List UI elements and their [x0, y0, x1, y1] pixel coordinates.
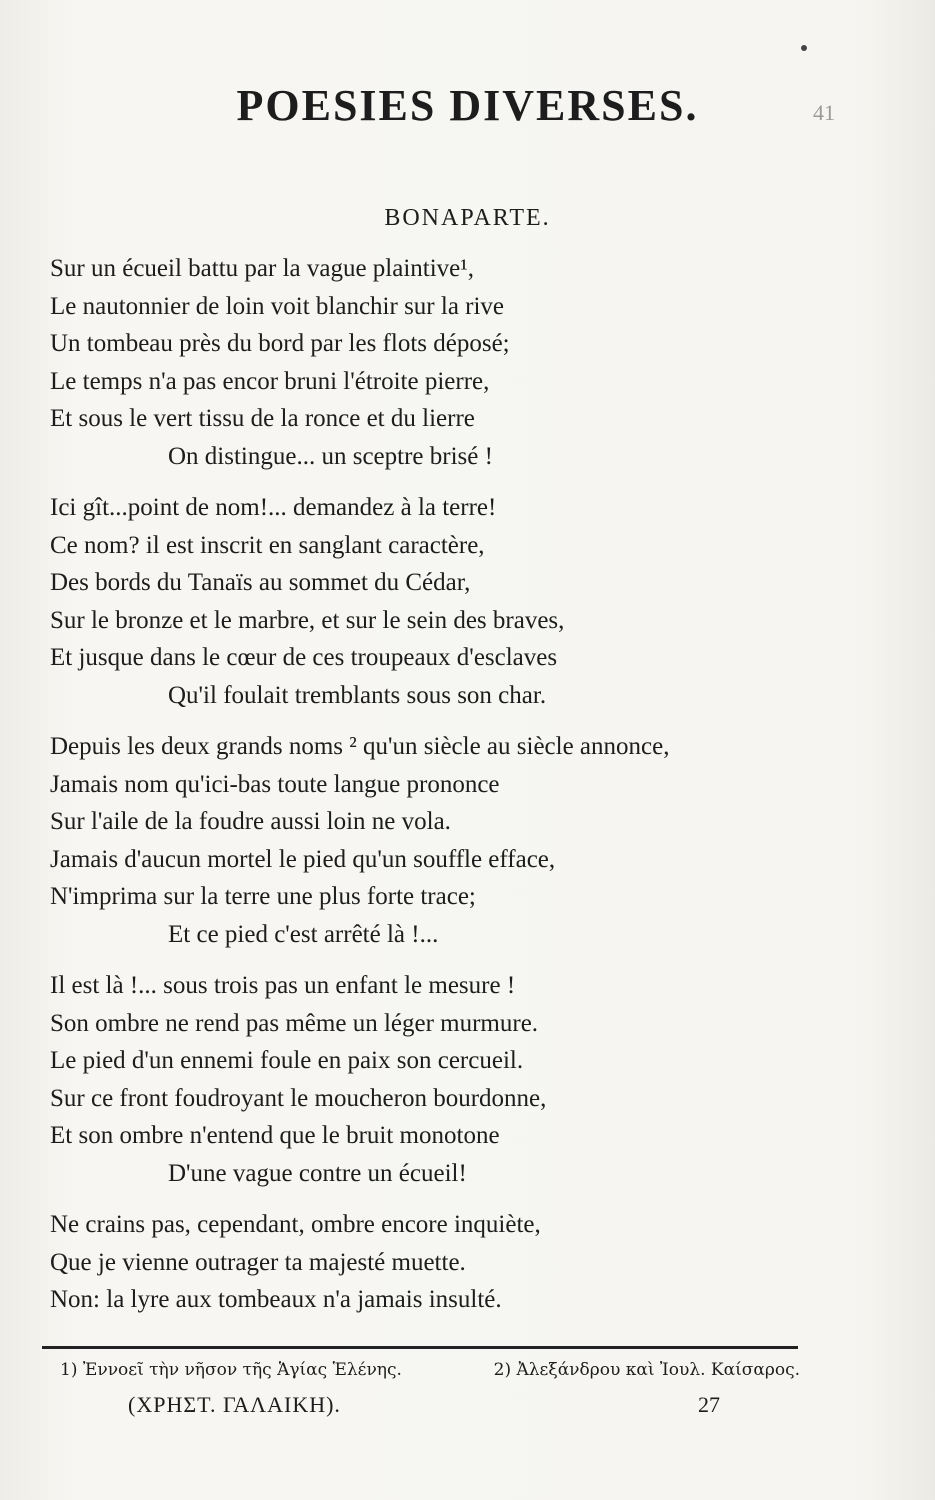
- verse-line: Et son ombre n'entend que le bruit monotone: [50, 1122, 500, 1149]
- verse-line: Le temps n'a pas encor bruni l'étroite pierre,: [50, 367, 490, 395]
- footnote-1-mark: 1): [60, 1360, 78, 1380]
- signature: (ΧΡΗΣΤ. ΓΑΛΑΙΚΗ).: [128, 1392, 341, 1417]
- stanza: [50, 967, 830, 1192]
- verse-line: Et sous le vert tissu de la ronce et du lierre: [50, 405, 475, 432]
- stanza: [50, 1206, 830, 1319]
- verse-line: D'une vague contre un écueil!: [168, 1159, 467, 1187]
- bleed-through-page-number: 41: [813, 100, 835, 125]
- verse-line: Que je vienne outrager ta majesté muette.: [50, 1248, 466, 1276]
- verse-line: Depuis les deux grands noms ² qu'un siècle au siècle annonce,: [50, 733, 670, 760]
- verse-line: Et ce pied c'est arrêté là !...: [168, 920, 439, 948]
- verse-line: Jamais nom qu'ici-bas toute langue prononce: [50, 770, 500, 798]
- verse-line: Le nautonnier de loin voit blanchir sur la rive: [50, 292, 505, 320]
- running-head: POESIES DIVERSES.: [236, 81, 699, 130]
- poem-body: [50, 250, 830, 1333]
- footnotes: [60, 1360, 800, 1380]
- verse-line: Le pied d'un ennemi foule en paix son cercueil.: [50, 1047, 524, 1074]
- verse-line: Non: la lyre aux tombeaux n'a jamais insulté.: [50, 1286, 502, 1313]
- verse-line: Sur l'aile de la foudre aussi loin ne vola.: [50, 808, 451, 835]
- verse-line: Ici gît...point de nom!... demandez à la terre!: [50, 494, 497, 521]
- verse-line: Qu'il foulait tremblants sous son char.: [168, 681, 547, 709]
- verse-line: Sur ce front foudroyant le moucheron bourdonne,: [50, 1084, 547, 1112]
- stanza: [50, 728, 830, 953]
- footnote-1-text: Ἐννοεῖ τὴν νῆσον τῆς Ἁγίας Ἑλένης.: [82, 1360, 402, 1380]
- verse-line: Et jusque dans le cœur de ces troupeaux d'esclaves: [50, 644, 558, 671]
- verse-line: Ce nom? il est inscrit en sanglant caractère,: [50, 531, 485, 559]
- verse-line: Il est là !... sous trois pas un enfant le mesure !: [50, 972, 516, 999]
- ink-mark: [801, 45, 807, 51]
- footnote-2: [494, 1360, 800, 1380]
- verse-line: On distingue... un sceptre brisé !: [168, 442, 493, 470]
- verse-line: Un tombeau près du bord par les flots déposé;: [50, 330, 510, 357]
- verse-line: Sur un écueil battu par la vague plaintive¹,: [50, 255, 475, 282]
- verse-line: Jamais d'aucun mortel le pied qu'un souffle efface,: [50, 845, 556, 873]
- stanza: [50, 250, 830, 475]
- verse-line: Sur le bronze et le marbre, et sur le sein des braves,: [50, 606, 565, 634]
- page-number: 27: [698, 1392, 720, 1417]
- verse-line: N'imprima sur la terre une plus forte trace;: [50, 883, 476, 910]
- footnote-2-mark: 2): [493, 1360, 512, 1380]
- footnote-2-text: Ἀλεξάνδρου καὶ Ἰουλ. Καίσαρος.: [516, 1360, 800, 1380]
- stanza: [50, 489, 830, 714]
- footnote-rule: [42, 1346, 798, 1349]
- poem-title: BONAPARTE.: [384, 205, 551, 231]
- verse-line: Des bords du Tanaïs au sommet du Cédar,: [50, 569, 471, 596]
- footnote-1: [60, 1360, 402, 1380]
- verse-line: Son ombre ne rend pas même un léger murmure.: [50, 1009, 539, 1037]
- verse-line: Ne crains pas, cependant, ombre encore inquiète,: [50, 1211, 541, 1238]
